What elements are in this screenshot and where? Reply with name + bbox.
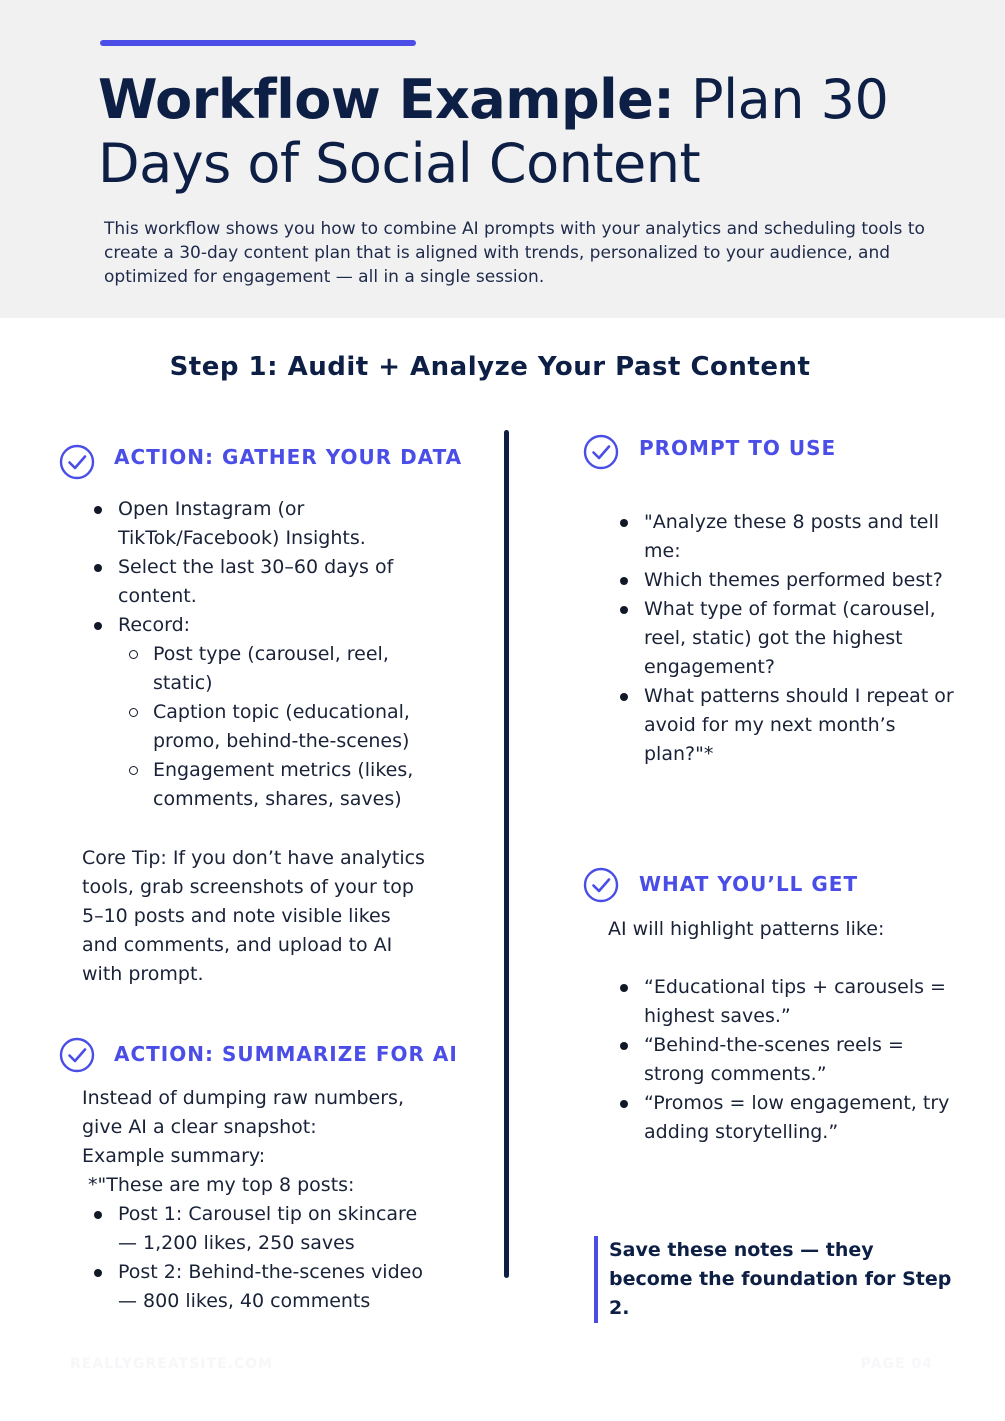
list-item: Post 1: Carousel tip on skincare — 1,200 likes, 250 saves <box>82 1200 437 1258</box>
column-divider <box>504 430 509 1278</box>
prompt-heading: PROMPT TO USE <box>639 436 837 460</box>
title-line2: Days of Social Content <box>98 132 701 195</box>
title-rest-line1: Plan 30 <box>674 68 889 131</box>
get-lead: AI will highlight patterns like: <box>608 918 885 940</box>
callout-note: Save these notes — they become the foundation for Step 2. <box>594 1236 954 1323</box>
prompt-list <box>608 508 960 769</box>
list-item: “Behind-the-scenes reels = strong comments.” <box>608 1031 960 1089</box>
check-circle-icon <box>59 444 95 480</box>
summarize-line: Example summary: <box>82 1145 266 1167</box>
list-item: What type of format (carousel, reel, static) got the highest engagement? <box>608 595 960 682</box>
summarize-body <box>82 1084 437 1316</box>
list-item: What patterns should I repeat or avoid for my next month’s plan?"* <box>608 682 960 769</box>
footer-page-number: PAGE 04 <box>860 1356 933 1372</box>
list-item: “Educational tips + carousels = highest saves.” <box>608 973 960 1031</box>
accent-bar <box>100 40 416 46</box>
intro-paragraph: This workflow shows you how to combine AI prompts with your analytics and scheduling tools to create a 30-day content plan that is aligned with trends, personalized to your audience, and optimized for engagement — all in a single session. <box>104 219 925 287</box>
check-circle-icon <box>583 867 619 903</box>
title-bold: Workflow Example: <box>98 68 675 131</box>
list-item: "Analyze these 8 posts and tell me: <box>608 508 960 566</box>
list-item: Post 2: Behind-the-scenes video — 800 likes, 40 comments <box>82 1258 437 1316</box>
check-circle-icon <box>583 434 619 470</box>
get-list <box>608 973 960 1147</box>
get-heading: WHAT YOU’LL GET <box>639 872 859 896</box>
summarize-heading: ACTION: SUMMARIZE FOR AI <box>114 1042 458 1066</box>
summarize-line: Instead of dumping raw numbers, give AI a clear snapshot: <box>82 1087 404 1138</box>
sub-list-item: Post type (carousel, reel, static) <box>118 640 427 698</box>
gather-list <box>82 495 427 814</box>
page-title <box>98 68 978 196</box>
sub-list-item: Caption topic (educational, promo, behind-the-scenes) <box>118 698 427 756</box>
summarize-line: *"These are my top 8 posts: <box>82 1174 355 1196</box>
list-item: “Promos = low engagement, try adding storytelling.” <box>608 1089 960 1147</box>
gather-heading: ACTION: GATHER YOUR DATA <box>114 445 463 469</box>
step-title: Step 1: Audit + Analyze Your Past Content <box>169 352 811 382</box>
list-item <box>82 611 427 814</box>
sub-list-item: Engagement metrics (likes, comments, shares, saves) <box>118 756 427 814</box>
footer-site: REALLYGREATSITE.COM <box>70 1356 273 1372</box>
list-item: Select the last 30–60 days of content. <box>82 553 427 611</box>
core-tip: Core Tip: If you don’t have analytics tools, grab screenshots of your top 5–10 posts and note visible likes and comments, and upload to AI with prompt. <box>82 847 425 985</box>
check-circle-icon <box>59 1037 95 1073</box>
list-item-label: Record: <box>118 614 191 636</box>
list-item: Open Instagram (or TikTok/Facebook) Insights. <box>82 495 427 553</box>
list-item: Which themes performed best? <box>608 566 960 595</box>
